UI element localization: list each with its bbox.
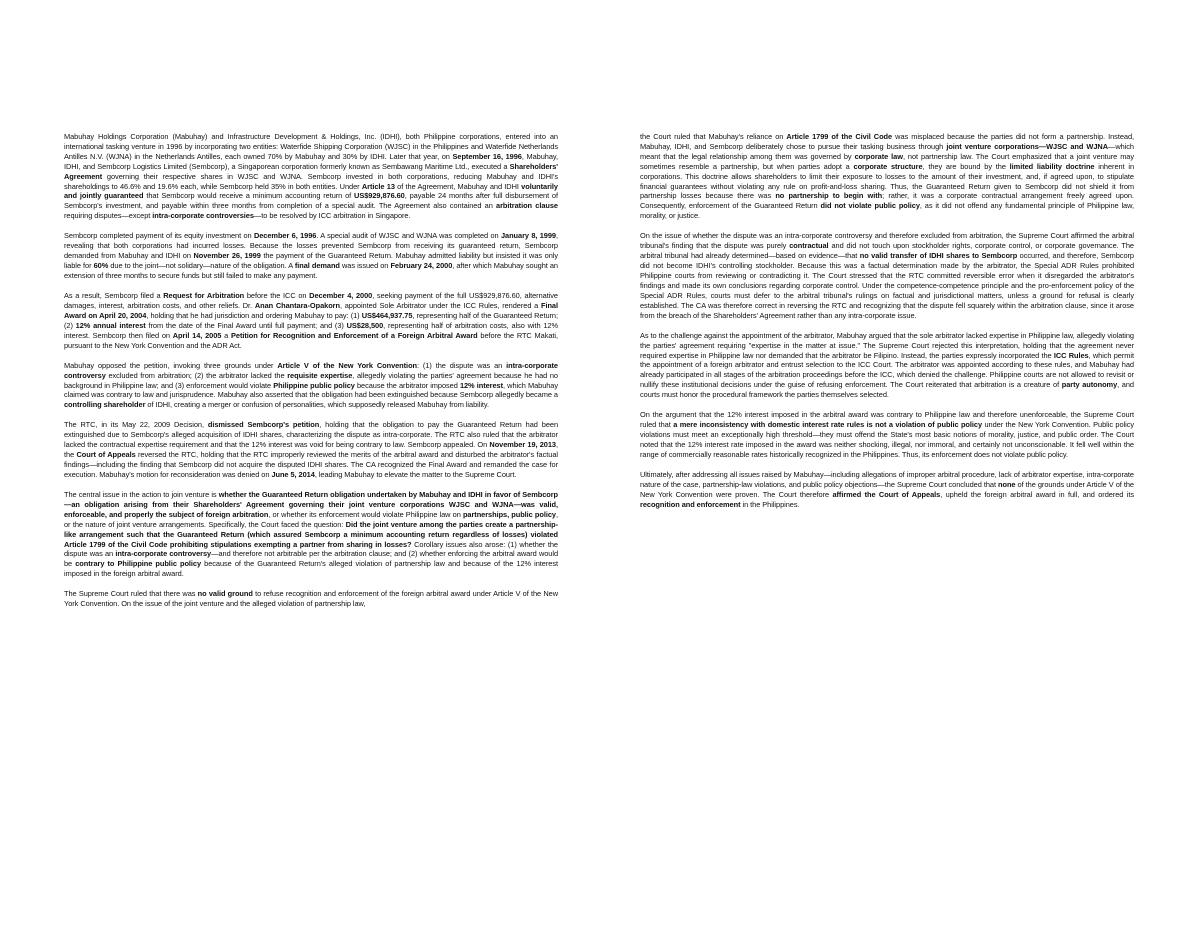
right-column xyxy=(640,132,1134,520)
text-run: , they are bound by the xyxy=(922,161,1010,171)
bold-text: voluntarily and jointly guaranteed xyxy=(64,181,558,201)
text-run: that Sembcorp would receive a minimum accounting return of xyxy=(143,191,355,201)
bold-text: June 5, 2014 xyxy=(271,469,315,479)
text-run: , not partnership law. The Court emphasized that a joint venture may sometimes resemble a partnership, but when parties adopt a xyxy=(640,151,1135,171)
paragraph xyxy=(64,589,558,609)
paragraph xyxy=(640,231,1134,320)
text-run: The RTC, in its May 22, 2009 Decision, xyxy=(64,420,208,430)
paragraph xyxy=(64,291,558,350)
text-run: , representing half of the Guaranteed Return; (2) xyxy=(64,310,558,330)
text-run: a xyxy=(221,330,231,340)
bold-text: Anan Chantara-Opakorn xyxy=(254,300,340,310)
bold-text: US$464,937.75 xyxy=(361,310,413,320)
bold-text: corporate law xyxy=(854,151,903,161)
text-run: before the RTC Makati, pursuant to the New York Convention and the ADR Act. xyxy=(64,330,558,350)
bold-text: a mere inconsistency with domestic interest rate rules is not a violation of public policy xyxy=(673,420,983,430)
bold-text: 60% xyxy=(93,261,109,271)
paragraph xyxy=(64,361,558,411)
bold-text: intra-corporate controversy xyxy=(64,360,558,380)
bold-text: did not violate public policy xyxy=(820,201,920,211)
text-run: governing their respective shares in WJSC and WJNA. Sembcorp invested in both corporations, reducing Mabuhay and IDHI's shareholdings to 46.6% and 19.6% each, while Sembcorp held 35% in both entities. Under xyxy=(64,171,558,191)
text-run: reversed the RTC, holding that the RTC improperly reviewed the merits of the arbitral award and disturbed the arbitrator's factual findings—including the finding that Sembcorp did not acquire the disputed IDHI shares. The CA recognized the Final Award and remanded the case for execution. Mabuhay's motion for reconsideration was denied on xyxy=(64,450,558,479)
bold-text: Did the joint venture among the parties create a partnership-like arrangement such that the Guaranteed Return (which assured Sembcorp a minimum accounting return regardless of losses) violated Article 1799 of the Civil Code prohibiting stipulations exempting a partner from sharing in losses? xyxy=(64,519,558,549)
text-run: , holding that the obligation to pay the Guaranteed Return had been extinguished due to Sembcorp's alleged acquisition of IDHI shares, characterizing the dispute as intra-corporate. The RTC also ruled that the arbitrator lacked the contractual expertise requirement and that the 12% interest was void for being contrary to law. Sembcorp appealed. On xyxy=(64,420,559,450)
bold-text: January 8, 1999 xyxy=(500,231,556,241)
text-run: , Mabuhay, IDHI, and Sembcorp Logistics Limited (Sembcorp), a Singaporean corporation formerly known as Sembawang Maritime Ltd., executed a xyxy=(64,151,558,171)
paragraph xyxy=(640,410,1134,460)
bold-text: Article V of the New York Convention xyxy=(277,360,417,370)
text-run: , payable 24 months after full disbursement of Sembcorp's investment, and payable within three months from completion of a special audit. The Agreement also contained an xyxy=(64,191,558,211)
bold-text: requisite expertise xyxy=(287,370,353,380)
paragraph xyxy=(64,231,558,281)
bold-text: no valid transfer of IDHI shares to Sembcorp xyxy=(859,251,1018,261)
bold-text: whether the Guaranteed Return obligation undertaken by Mabuhay and IDHI in favor of Sembcorp—an obligation arising from their Shareholders' Agreement governing their joint venture corporations WJSC and WJNA—was valid, enforceable, and properly the subject of foreign arbitration xyxy=(64,490,559,519)
text-run: Corollary issues also arose: (1) whether the dispute was an xyxy=(64,539,558,559)
bold-text: controlling shareholder xyxy=(64,400,146,410)
text-run: requiring disputes—except xyxy=(64,211,153,221)
text-run: and did not touch upon stockholder rights, corporate control, or corporate governance. The arbitral tribunal had already determined—based on evidence—that xyxy=(640,241,1134,261)
bold-text: corporate structure xyxy=(853,161,923,171)
bold-text: party autonomy xyxy=(1061,380,1118,390)
text-run: from the date of the Final Award until full payment; and (3) xyxy=(145,320,347,330)
text-run: , and courts must honor the procedural framework the parties themselves selected. xyxy=(640,380,1134,400)
text-run: On the argument that the 12% interest imposed in the arbitral award was contrary to Philippine law and therefore unenforceable, the Supreme Court ruled that xyxy=(640,410,1134,430)
text-run: Mabuhay opposed the petition, invoking three grounds under xyxy=(64,360,278,370)
text-run: , leading Mabuhay to elevate the matter to the Supreme Court. xyxy=(314,469,517,479)
text-run: As to the challenge against the appointment of the arbitrator, Mabuhay argued that the sole arbitrator lacked expertise in Philippine law, allegedly violating the parties' agreement requiring "expertise in the matter at issue." The Supreme Court rejected this interpretation, holding that the agreement never required expertise in Philippine law nor demanded that the arbitrator be Filipino. Instead, the parties expressly incorporated the xyxy=(640,330,1134,360)
text-run: —which meant that the legal relationship among them was governed by xyxy=(640,141,1134,161)
text-run: because of the Guaranteed Return's alleged violation of partnership law and because of the 12% interest imposed in the foreign arbitral award. xyxy=(64,559,558,579)
bold-text: dismissed Sembcorp's petition xyxy=(207,420,320,430)
bold-text: April 14, 2005 xyxy=(172,330,222,340)
bold-text: Article 13 xyxy=(361,181,395,191)
text-run: Ultimately, after addressing all issues raised by Mabuhay—including allegations of improper arbitral procedure, lack of arbitrator expertise, intra-corporate nature of the case, partnership-law violations, and public policy objections—the Supreme Court concluded that xyxy=(640,469,1134,489)
text-run: the Court ruled that Mabuhay's reliance on xyxy=(640,132,787,141)
text-run: , seeking payment of the full US$929,876.60, alternative damages, interest, arbitration costs, and other reliefs. Dr. xyxy=(64,291,558,310)
bold-text: limited liability doctrine xyxy=(1009,161,1095,171)
bold-text: 12% interest xyxy=(459,380,504,390)
text-run: Mabuhay Holdings Corporation (Mabuhay) and Infrastructure Development & Holdings, Inc. (IDHI), both Philippine corporations, entered into an international tasking venture in 1996 by incorporating two entities: Waterfide Shipping Corporation (WJSC) in the Philippines and Waterfide Netherlands Antilles N.V. (WJNA) in the Netherlands Antilles, each owned 70% by Mabuhay and 30% by IDHI. Later that year, on xyxy=(64,132,558,161)
bold-text: Shareholders' Agreement xyxy=(64,161,558,181)
text-run: the payment of the Guaranteed Return. Mabuhay admitted liability but insisted it was only liable for xyxy=(64,251,558,271)
text-run: , or the nature of joint venture arrangements. Specifically, the Court faced the question: xyxy=(64,509,558,529)
text-run: excluded from arbitration; (2) the arbitrator lacked the xyxy=(105,370,288,380)
text-run: due to the joint—not solidary—nature of the obligation. A xyxy=(108,261,295,271)
text-run: , as it did not offend any fundamental principle of Philippine law, morality, or justice. xyxy=(640,201,1134,221)
bold-text: Article 1799 of the Civil Code xyxy=(786,132,893,141)
bold-text: Philippine public policy xyxy=(273,380,355,390)
paragraph xyxy=(640,132,1134,221)
paragraph xyxy=(64,420,558,479)
text-run: On the issue of whether the dispute was an intra-corporate controversy and therefore excluded from arbitration, the Supreme Court affirmed the arbitral tribunal's finding that the dispute was purely xyxy=(640,231,1134,251)
bold-text: February 24, 2000 xyxy=(390,261,453,271)
text-run: to refuse recognition and enforcement of the foreign arbitral award under Article V of the New York Convention. On the issue of the joint venture and the alleged violation of partnership law, xyxy=(64,589,558,609)
bold-text: December 4, 2000 xyxy=(309,291,373,301)
bold-text: US$28,500 xyxy=(346,320,384,330)
bold-text: contractual xyxy=(789,241,829,251)
text-run: ; rather, it was a corporate contractual arrangement freely agreed upon. Consequently, enforcement of the Guaranteed Return xyxy=(640,191,1134,211)
bold-text: November 26, 1999 xyxy=(193,251,261,261)
bold-text: intra-corporate controversy xyxy=(115,549,212,559)
text-run: occurred, and therefore, Sembcorp did not become IDHI's controlling stockholder. Because this was a factual determination made by the arbitrator, the Special ADR Rules prohibited Philippine courts from reviewing or contradicting it. The Court stressed that the RTC committed reversible error when it disregarded the arbitrator's findings and made its own conclusions regarding corporate control. Under the competence-competence principle and the pro-enforcement policy of the Special ADR Rules, courts must defer to the arbitral tribunal's rulings on factual and jurisdictional matters, unless a ground for refusal is clearly established. The CA was therefore correct in reversing the RTC and recognizing that the dispute fell squarely within the arbitration clause, since it arose from the breach of the Shareholders' Agreement rather than any intra-corporate issue. xyxy=(640,251,1134,320)
bold-text: September 16, 1996 xyxy=(452,151,522,161)
bold-text: Court of Appeals xyxy=(76,450,136,460)
text-run: because the arbitrator imposed xyxy=(354,380,460,390)
text-run: , appointed Sole Arbitrator under the ICC Rules, rendered a xyxy=(339,300,541,310)
bold-text: Petition for Recognition and Enforcement of a Foreign Arbitral Award xyxy=(231,330,478,340)
bold-text: arbitration clause xyxy=(496,201,558,211)
text-run: under the New York Convention. Public policy violations must meet an exceptionally high threshold—they must offend the State's most basic notions of morality, justice, and public order. The Court noted that the 12% interest rate imposed in the award was neither shocking, illegal, nor immoral, and certainly not unconscionable. It fell well within the range of commercially reasonable rates historically recognized in the Philippines. Thus, its enforcement does not violate public policy. xyxy=(640,420,1135,459)
bold-text: December 6, 1996 xyxy=(253,231,317,241)
text-run: of IDHI, creating a merger or confusion of personalities, which supposedly released Mabuhay from liability. xyxy=(145,400,490,410)
left-column xyxy=(64,132,558,619)
paragraph xyxy=(64,490,558,579)
bold-text: Final Award on April 20, 2004 xyxy=(64,300,558,320)
bold-text: contrary to Philippine public policy xyxy=(75,559,202,569)
text-run: , holding that he had jurisdiction and ordering Mabuhay to pay: (1) xyxy=(146,310,362,320)
text-run: before the ICC on xyxy=(244,291,310,301)
bold-text: no partnership to begin with xyxy=(775,191,883,201)
text-run: Sembcorp completed payment of its equity investment on xyxy=(64,231,254,241)
text-run: , upheld the foreign arbitral award in full, and ordered its xyxy=(940,489,1134,499)
text-run: was misplaced because the parties did not form a partnership. Instead, Mabuhay, IDHI, and Sembcorp deliberately chose to pursue their tasking business through xyxy=(640,132,1135,151)
text-run: , revealing that both corporations had incurred losses. Because the losses prevented Sembcorp from receiving its guaranteed return, Sembcorp demanded from Mabuhay and IDHI on xyxy=(64,231,559,261)
bold-text: ICC Rules xyxy=(1053,350,1089,360)
bold-text: recognition and enforcement xyxy=(640,499,741,509)
bold-text: intra-corporate controversies xyxy=(152,211,254,221)
bold-text: US$929,876.60 xyxy=(354,191,405,201)
text-run: , representing half of arbitration costs, also with 12% interest. Sembcorp then filed on xyxy=(64,320,558,340)
text-run: , the xyxy=(64,440,558,460)
text-run: in the Philippines. xyxy=(740,499,800,509)
bold-text: joint venture corporations—WJSC and WJNA xyxy=(946,141,1108,151)
bold-text: none xyxy=(998,479,1016,489)
text-run: As a result, Sembcorp filed a xyxy=(64,291,164,301)
bold-text: final demand xyxy=(294,261,340,271)
text-run: . A special audit of WJSC and WJNA was completed on xyxy=(316,231,501,241)
text-run: , which permit the appointment of a foreign arbitrator and entrust selection to the ICC Court. The arbitrator was appointed according to these rules, and Mabuhay had already participated in all stages of the arbitration proceedings before the ICC, which denied the challenge. Philippine courts are not allowed to revisit or nullify these institutional decisions under the guise of refusing enforcement. The Court reiterated that arbitration is a creature of xyxy=(640,350,1134,390)
text-run: —to be resolved by ICC arbitration in Singapore. xyxy=(253,211,411,221)
text-run: —and therefore not arbitrable per the arbitration clause; and (2) whether enforcing the arbitral award would be xyxy=(64,549,559,569)
paragraph xyxy=(640,470,1134,510)
text-run: , which Mabuhay claimed was contrary to law and jurisprudence. Mabuhay also asserted that the obligation had been extinguished because Sembcorp allegedly became a xyxy=(64,380,559,400)
bold-text: November 19, 2013 xyxy=(489,440,556,450)
text-run: inherent in corporations. This doctrine allows shareholders to limit their exposure to losses to the amount of their investment, and, if agreed upon, to stipulate financial guarantees without violating any rule on profit-and-loss sharing. Thus, the Guaranteed Return given to Sembcorp did not shield it from partnership losses because there was xyxy=(640,161,1135,201)
text-run: , allegedly violating the parties' agreement because he had no background in Philippine law; and (3) enforcement would violate xyxy=(64,370,558,390)
bold-text: no valid ground xyxy=(197,589,253,599)
text-run: The Supreme Court ruled that there was xyxy=(64,589,198,599)
text-run: , or whether its enforcement would violate Philippine law on xyxy=(268,509,463,519)
text-run: of the grounds under Article V of the New York Convention were proven. The Court therefore xyxy=(640,479,1134,499)
paragraph xyxy=(64,132,558,221)
text-run: of the Agreement, Mabuhay and IDHI xyxy=(394,181,522,191)
bold-text: partnerships, public policy xyxy=(462,509,556,519)
text-run: was issued on xyxy=(339,261,391,271)
bold-text: 12% annual interest xyxy=(75,320,146,330)
bold-text: affirmed the Court of Appeals xyxy=(832,489,941,499)
text-run: , after which Mabuhay sought an extension of three months to secure funds but still failed to make any payment. xyxy=(64,261,558,280)
paragraph xyxy=(640,331,1134,400)
text-run: The central issue in the action to join venture is xyxy=(64,490,219,500)
text-run: : (1) the dispute was an xyxy=(417,360,507,370)
bold-text: Request for Arbitration xyxy=(163,291,245,301)
